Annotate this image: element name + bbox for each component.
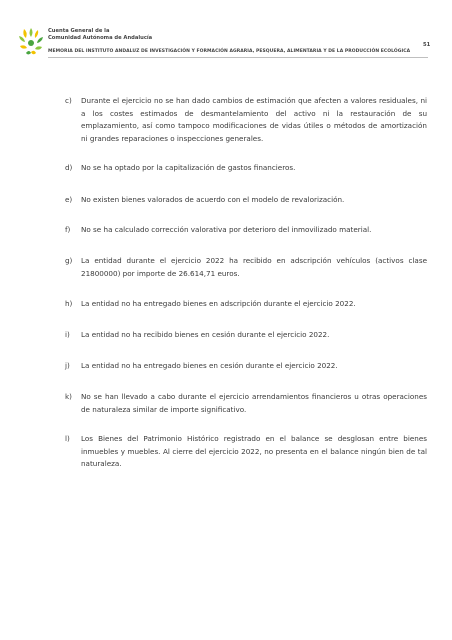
list-item-text: Los Bienes del Patrimonio Histórico registrado en el balance se desglosan entre bienes inmuebles y muebles. Al cierre del ejercicio 2022, no presenta en el balance ningún bien de tal naturaleza.: [81, 434, 427, 468]
list-item-c: [65, 95, 427, 145]
logo-leaves: [19, 28, 43, 55]
list-item-k: [65, 391, 427, 416]
list-item-letter: f): [65, 225, 71, 234]
list-item-i: [65, 329, 427, 342]
list-item-text: La entidad no ha recibido bienes en cesión durante el ejercicio 2022.: [81, 330, 330, 339]
list-item-text: No se han llevado a cabo durante el ejercicio arrendamientos financieros u otras operaciones de naturaleza similar de importe significativo.: [81, 392, 427, 414]
list-item-letter: c): [65, 96, 72, 105]
list-item-f: [65, 224, 427, 237]
list-item-text: Durante el ejercicio no se han dado cambios de estimación que afecten a valores residuales, ni a los costes estimados de desmantelamiento del activo ni la restauración de su emplazamiento, así como tampoco modificaciones de vidas útiles o métodos de amortización ni grandes reparaciones o inspecciones generales.: [81, 96, 427, 143]
list-item-letter: e): [65, 195, 73, 204]
list-item-letter: d): [65, 163, 73, 172]
list-item-text: La entidad no ha entregado bienes en adscripción durante el ejercicio 2022.: [81, 299, 356, 308]
header-divider: [48, 57, 428, 58]
list-item-text: No se ha optado por la capitalización de gastos financieros.: [81, 163, 296, 172]
junta-andalucia-logo-icon: [17, 27, 45, 57]
list-item-letter: k): [65, 392, 72, 401]
list-item-h: [65, 298, 427, 311]
organization-name-line2: Comunidad Autónoma de Andalucía: [48, 35, 153, 41]
list-item-letter: j): [65, 361, 70, 370]
list-item-letter: g): [65, 256, 73, 265]
list-item-j: [65, 360, 427, 373]
list-item-text: No existen bienes valorados de acuerdo con el modelo de revalorización.: [81, 195, 345, 204]
list-item-e: [65, 194, 427, 207]
page-number: 51: [423, 42, 431, 48]
list-item-g: [65, 255, 427, 280]
organization-name-line1: Cuenta General de la: [48, 28, 110, 34]
list-item-letter: h): [65, 299, 73, 308]
document-subtitle: MEMORIA DEL INSTITUTO ANDALUZ DE INVESTIGACIÓN Y FORMACIÓN AGRARIA, PESQUERA, ALIMENTARIA Y DE LA PRODUCCIÓN ECOLÓGICA: [48, 49, 411, 54]
list-item-d: [65, 162, 427, 175]
list-item-l: [65, 433, 427, 471]
list-item-text: La entidad durante el ejercicio 2022 ha recibido en adscripción vehículos (activos clase 21800000) por importe de 26.614,71 euros.: [81, 256, 427, 278]
list-item-text: La entidad no ha entregado bienes en cesión durante el ejercicio 2022.: [81, 361, 338, 370]
list-item-letter: i): [65, 330, 70, 339]
list-item-letter: l): [65, 434, 70, 443]
list-item-text: No se ha calculado corrección valorativa por deterioro del inmovilizado material.: [81, 225, 372, 234]
